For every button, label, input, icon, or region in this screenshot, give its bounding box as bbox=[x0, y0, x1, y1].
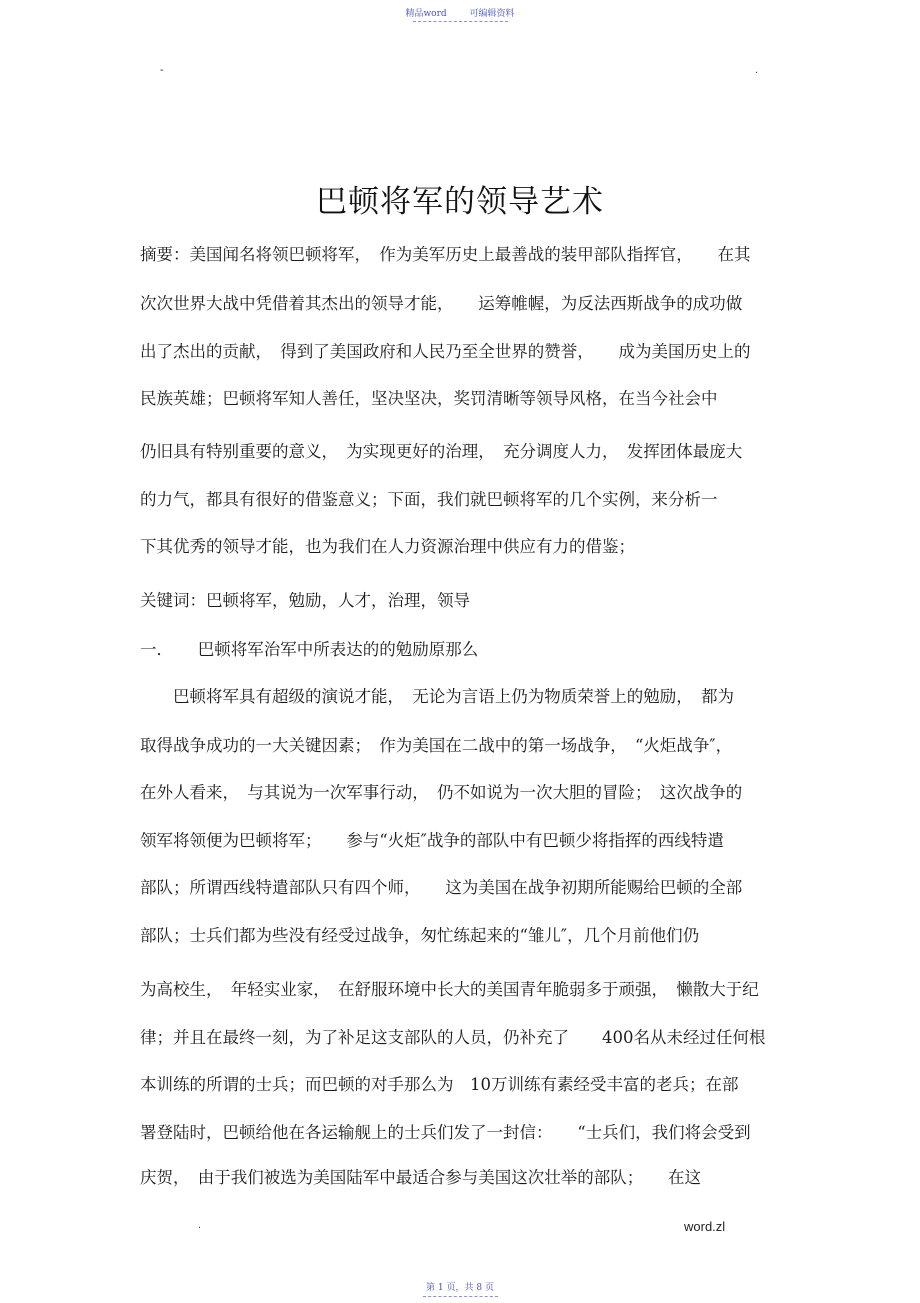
body-line: 署登陆时，巴顿给他在各运输舰上的士兵们发了一封信： “士兵们，我们将会受到 bbox=[140, 1123, 751, 1142]
body-line: 部队；所谓西线特遣部队只有四个师， 这为美国在战争初期所能赐给巴顿的全部 bbox=[140, 878, 743, 897]
top-left-mark: - bbox=[160, 64, 164, 76]
body-line: 仍旧具有特别重要的意义， 为实现更好的治理， 充分调度人力， 发挥团体最庞大 bbox=[140, 442, 743, 461]
body-line: 庆贺， 由于我们被选为美国陆军中最适合参与美国这次壮举的部队； 在这 bbox=[140, 1168, 701, 1187]
bottom-right-mark: word.zl bbox=[684, 1219, 726, 1234]
header-left-label: 精品word bbox=[405, 9, 447, 19]
page-number: 第 1 页，共 8 页 bbox=[426, 1283, 494, 1293]
body-line: 摘要：美国闻名将领巴顿将军， 作为美军历史上最善战的装甲部队指挥官， 在其 bbox=[140, 245, 751, 264]
body-line: 下其优秀的领导才能，也为我们在人力资源治理中供应有力的借鉴； bbox=[140, 537, 635, 556]
body-line: 部队；士兵们都为些没有经受过战争，匆忙练起来的“雏儿″，几个月前他们仍 bbox=[140, 926, 700, 945]
body-line: 本训练的所谓的士兵；而巴顿的对手那么为 10万训练有素经受丰富的老兵；在部 bbox=[140, 1075, 739, 1094]
page-header-watermark bbox=[0, 6, 920, 19]
body-line: 出了杰出的贡献， 得到了美国政府和人民乃至全世界的赞誉， 成为美国历史上的 bbox=[140, 342, 751, 361]
document-title: 巴顿将军的领导艺术 bbox=[316, 184, 604, 220]
section-heading: 一． 巴顿将军治军中所表达的的勉励原那么 bbox=[140, 640, 479, 659]
body-line: 的力气，都具有很好的借鉴意义；下面，我们就巴顿将军的几个实例，来分析一 bbox=[140, 490, 718, 509]
body-line: 律；并且在最终一刻，为了补足这支部队的人员，仍补充了 400名从未经过任何根 bbox=[140, 1028, 766, 1047]
body-line: 为高校生， 年轻实业家， 在舒服环境中长大的美国青年脆弱多于顽强， 懒散大于纪 bbox=[140, 980, 759, 999]
keywords-line: 关键词：巴顿将军，勉励，人才，治理，领导 bbox=[140, 591, 470, 610]
body-line: 次次世界大战中凭借着其杰出的领导才能， 运筹帷幄，为反法西斯战争的成功做 bbox=[140, 294, 743, 313]
footer-divider bbox=[423, 1296, 498, 1297]
body-line: 取得战争成功的一大关键因素； 作为美国在二战中的第一场战争， “火炬战争″， bbox=[140, 736, 733, 755]
body-line: 民族英雄；巴顿将军知人善任，坚决坚决，奖罚清晰等领导风格，在当今社会中 bbox=[140, 389, 718, 408]
bottom-left-mark: . bbox=[198, 1219, 202, 1231]
header-divider bbox=[413, 21, 508, 22]
body-line: 巴顿将军具有超级的演说才能， 无论为言语上仍为物质荣誉上的勉励， 都为 bbox=[140, 687, 734, 706]
body-line: 在外人看来， 与其说为一次军事行动， 仍不如说为一次大胆的冒险； 这次战争的 bbox=[140, 783, 743, 802]
top-right-mark: . bbox=[755, 64, 759, 76]
body-line: 领军将领便为巴顿将军； 参与“火炬″战争的部队中有巴顿少将指挥的西线特遣 bbox=[140, 831, 724, 850]
header-right-label: 可编辑资料 bbox=[469, 9, 515, 19]
